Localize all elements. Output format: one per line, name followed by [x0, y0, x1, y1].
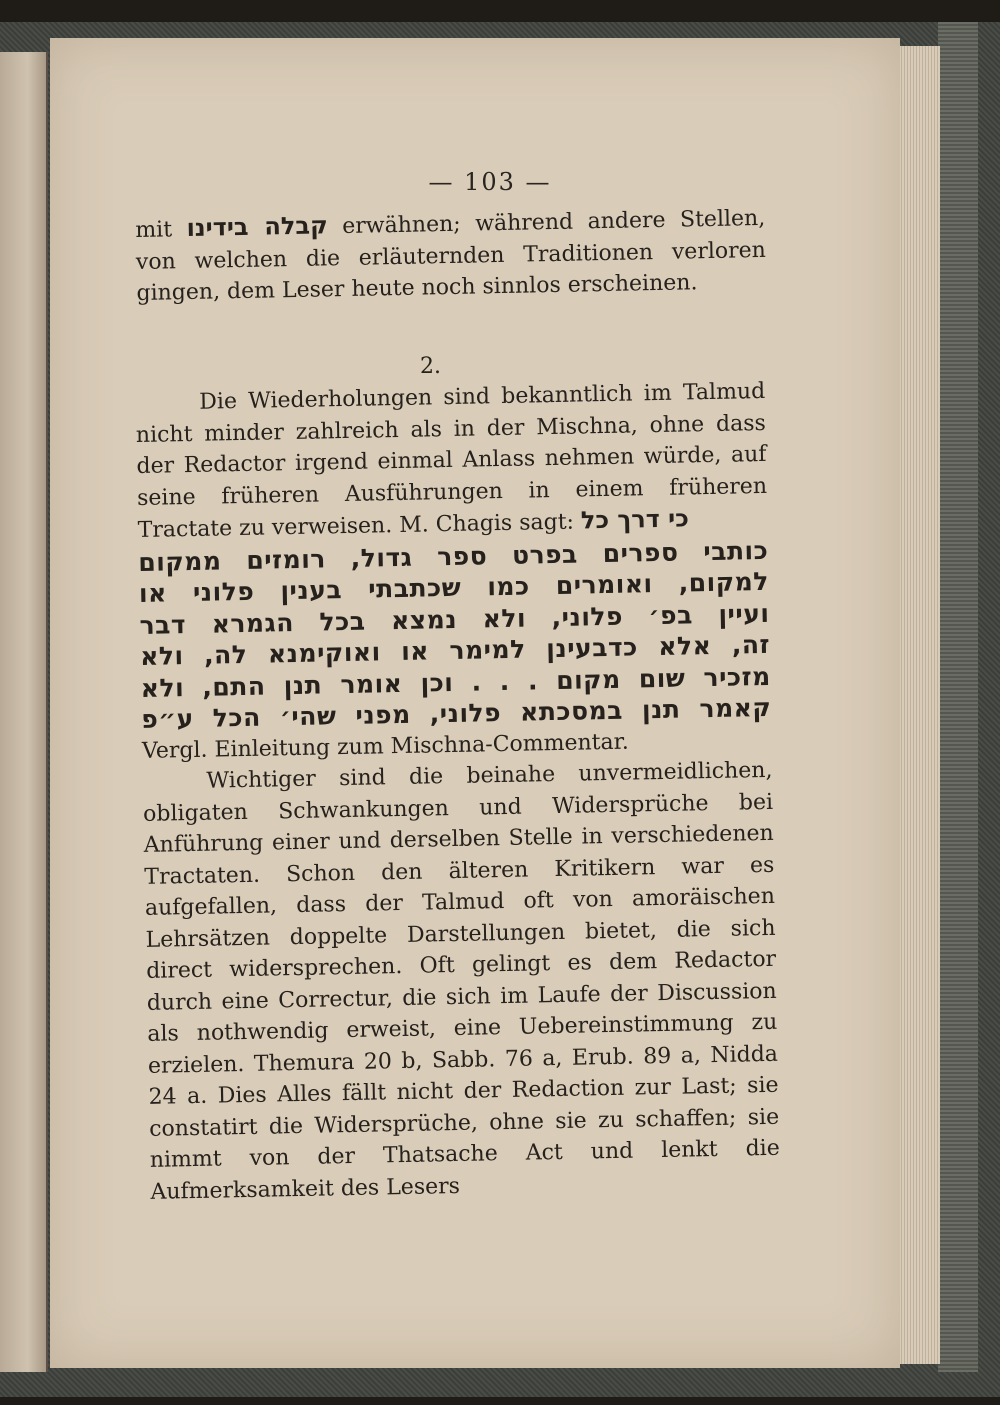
book-cover-edge: [938, 22, 978, 1372]
text-block-main: [135, 376, 781, 1208]
text-continuation: erwähnen; während andere Stellen, von welchen die erläuternden Traditionen verloren gingen, dem Leser heute noch sinnlos erscheinen.: [135, 205, 767, 306]
hebrew-line: כותבי ספרים בפרט ספר גדול, רומזים ממקום: [138, 535, 769, 577]
paragraph-main: Wichtiger sind die beinahe unvermeidlichen, obligaten Schwankungen und Widersprüche bei Anführung einer und derselben Stelle in verschiedenen Tractaten. Schon den älteren Kritikern war es aufgefallen, dass der Talmud oft von amoräischen Lehrsätzen doppelte Darstellungen bietet, die sich direct widersprechen. Oft gelingt es dem Redactor durch eine Correctur, die sich im Laufe der Discussion als nothwendig erweist, eine Uebereinstimmung zu erzielen. Themura 20 b, Sabb. 76 a, Erub. 89 a, Nidda 24 a. Dies Alles fällt nicht der Redaction zur Last; sie constatirt die Widersprüche, ohne sie zu schaffen; sie nimmt von der Thatsache Act und lenkt die Aufmerksamkeit des Lesers: [142, 757, 780, 1205]
text-block-top: [135, 202, 767, 310]
book-page: [50, 38, 900, 1368]
section-number: 2.: [420, 354, 441, 379]
text-mit: mit: [135, 217, 187, 243]
hebrew-line: למקום, ואומרים כמו שכתבתי בענין פלוני או: [138, 566, 770, 608]
hebrew-line: מזכיר שום מקום . . . וכן אומר תנן התם, ולא: [140, 661, 771, 703]
hebrew-quote-block: [138, 534, 772, 735]
vergl-reference: Vergl. Einleitung zum Mischna-Commentar.: [141, 729, 629, 764]
intro-text: Die Wiederholungen sind bekanntlich im Talmud nicht minder zahlreich als in der Mischna, ohne dass der Redactor irgend einmal Anlass nehmen würde, auf seine früheren Ausführungen in einem früheren Tractate zu verweisen. M. Chagis sagt:: [135, 378, 768, 543]
previous-page-edge: [0, 52, 48, 1372]
hebrew-line: ועיין בפ׳ פלוני, ולא נמצא בכל הגמרא דבר: [139, 598, 770, 640]
hebrew-phrase: קבלה בידינו: [186, 211, 328, 243]
page-number: — 103 —: [428, 168, 552, 196]
hebrew-line: קאמר תנן במסכתא פלוני, מפני שהי׳ הכל ע״פ: [141, 692, 772, 734]
paragraph-continuation: [135, 202, 767, 310]
hebrew-quote-start: כי דרך כל: [580, 504, 690, 535]
paragraph-intro: [135, 376, 768, 547]
hebrew-line: זה, אלא כדבעינן למימר או ואוקימנא לה, ולא: [139, 629, 771, 671]
